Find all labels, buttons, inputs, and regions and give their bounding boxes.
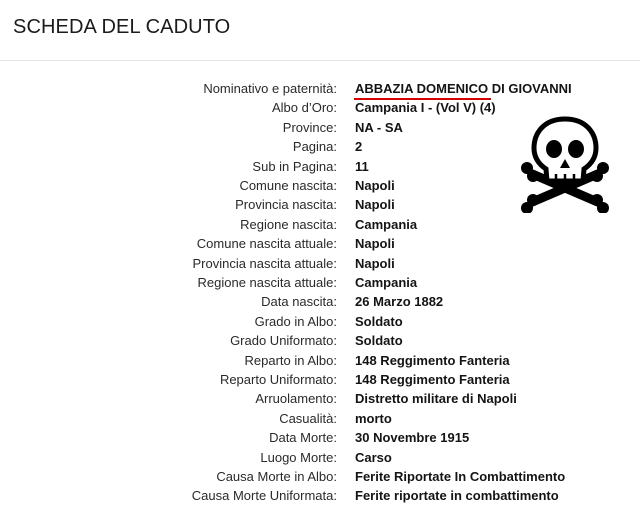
field-value: Campania bbox=[355, 275, 418, 290]
field-label: Data Morte: bbox=[269, 430, 337, 446]
row-regione-nascita bbox=[0, 215, 640, 234]
field-value: Distretto militare di Napoli bbox=[355, 391, 517, 407]
field-value: Campania bbox=[355, 216, 418, 232]
row-nominativo bbox=[0, 79, 640, 98]
row-luogo-morte bbox=[0, 448, 640, 467]
field-label: Comune nascita: bbox=[239, 178, 337, 193]
field-value: 11 bbox=[355, 158, 369, 174]
field-label: Reparto in Albo: bbox=[244, 352, 337, 368]
field-label: Comune nascita attuale: bbox=[196, 236, 337, 252]
field-label: Causa Morte in Albo: bbox=[216, 469, 337, 484]
field-label: Grado in Albo: bbox=[254, 313, 337, 329]
field-value: Ferite riportate in combattimento bbox=[355, 488, 559, 504]
field-label: Regione nascita attuale: bbox=[197, 275, 337, 290]
field-label: Pagina: bbox=[292, 139, 337, 155]
field-value: Carso bbox=[355, 449, 392, 465]
page-header bbox=[0, 0, 640, 61]
field-value: Campania I - (Vol V) (4) bbox=[355, 100, 496, 116]
field-value: Napoli bbox=[355, 178, 395, 193]
skull-and-crossbones-icon bbox=[518, 115, 612, 213]
row-regione-nascita-attuale bbox=[0, 273, 640, 292]
row-causa-morte-albo bbox=[0, 467, 640, 486]
row-comune-nascita-attuale bbox=[0, 234, 640, 253]
field-label: Arruolamento: bbox=[255, 391, 337, 407]
field-label: Casualità: bbox=[279, 410, 337, 426]
row-grado-albo bbox=[0, 312, 640, 331]
row-data-morte bbox=[0, 428, 640, 447]
field-label: Grado Uniformato: bbox=[230, 333, 337, 349]
field-value: 148 Reggimento Fanteria bbox=[355, 352, 510, 368]
field-value: morto bbox=[355, 410, 392, 426]
field-label: Data nascita: bbox=[261, 294, 337, 310]
field-label: Provincia nascita: bbox=[235, 197, 337, 213]
field-label: Province: bbox=[282, 119, 337, 135]
page-title: SCHEDA DEL CADUTO bbox=[13, 16, 231, 38]
field-value-nominativo: ABBAZIA DOMENICO DI GIOVANNI bbox=[355, 81, 572, 96]
field-value: Soldato bbox=[355, 313, 403, 329]
field-value: NA - SA bbox=[355, 119, 403, 135]
field-value: Soldato bbox=[355, 333, 403, 349]
row-reparto-albo bbox=[0, 351, 640, 370]
field-value: 2 bbox=[355, 139, 363, 155]
field-label: Albo d’Oro: bbox=[271, 100, 337, 116]
field-label: Luogo Morte: bbox=[260, 449, 337, 465]
field-label: Nominativo e paternità: bbox=[203, 81, 337, 96]
field-value: Napoli bbox=[355, 197, 395, 213]
field-value: 148 Reggimento Fanteria bbox=[355, 372, 510, 387]
field-value: 26 Marzo 1882 bbox=[355, 294, 444, 310]
row-reparto-uniformato bbox=[0, 370, 640, 389]
row-causa-morte-uniformata bbox=[0, 486, 640, 505]
field-value: Napoli bbox=[355, 255, 395, 271]
field-label: Sub in Pagina: bbox=[252, 158, 337, 174]
row-arruolamento bbox=[0, 389, 640, 408]
field-value: 30 Novembre 1915 bbox=[355, 430, 470, 446]
field-label: Provincia nascita attuale: bbox=[192, 255, 337, 271]
row-grado-uniformato bbox=[0, 331, 640, 350]
row-provincia-nascita-attuale bbox=[0, 254, 640, 273]
field-label: Reparto Uniformato: bbox=[219, 372, 337, 387]
row-casualita bbox=[0, 409, 640, 428]
row-data-nascita bbox=[0, 292, 640, 311]
field-label: Regione nascita: bbox=[240, 216, 337, 232]
field-label: Causa Morte Uniformata: bbox=[191, 488, 337, 504]
field-value: Napoli bbox=[355, 236, 395, 252]
field-value: Ferite Riportate In Combattimento bbox=[355, 469, 566, 484]
